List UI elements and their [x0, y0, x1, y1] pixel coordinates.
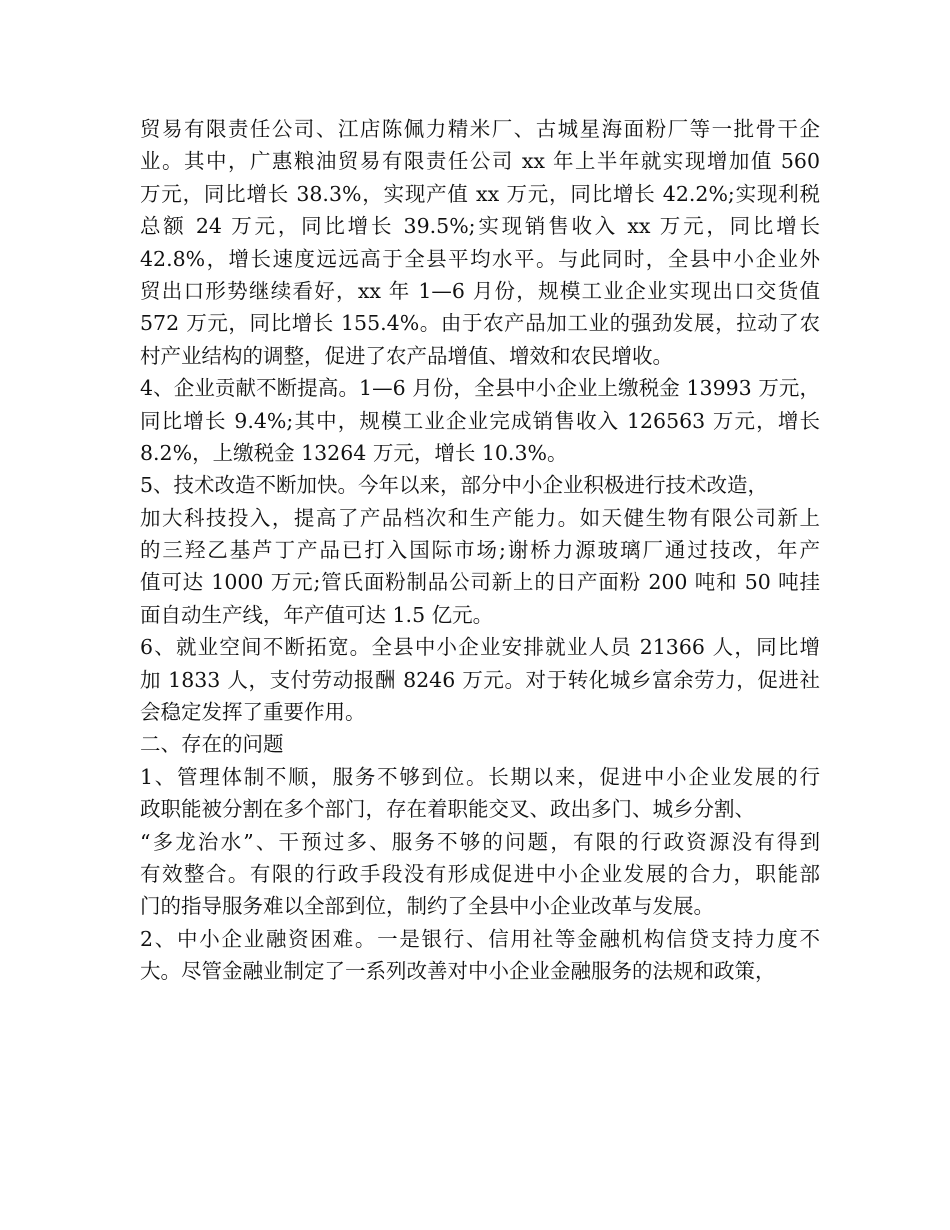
text-line: 5、技术改造不断加快。今年以来，部分中小企业积极进行技术改造， — [140, 473, 769, 498]
text-line: 大。尽管金融业制定了一系列改善对中小企业金融服务的法规和政策， — [140, 959, 776, 984]
text-line: 万元，同比增长 38.3%，实现产值 xx 万元，同比增长 42.2%;实现利税 — [140, 181, 820, 206]
text-line: 村产业结构的调整，促进了农产品增值、增效和农民增收。 — [140, 343, 673, 368]
text-line: 加 1833 人，支付劳动报酬 8246 万元。对于转化城乡富余劳力，促进社 — [140, 667, 820, 692]
text-line: 门的指导服务难以全部到位，制约了全县中小企业改革与发展。 — [140, 894, 714, 919]
text-line: 加大科技投入，提高了产品档次和生产能力。如天健生物有限公司新上 — [140, 505, 820, 530]
text-line: “多龙治水”、干预过多、服务不够的问题，有限的行政资源没有得到 — [140, 829, 820, 854]
text-line: 的三羟乙基芦丁产品已打入国际市场;谢桥力源玻璃厂通过技改，年产 — [140, 538, 820, 563]
text-line: 政职能被分割在多个部门，存在着职能交叉、政出多门、城乡分割、 — [140, 797, 755, 822]
text-line: 面自动生产线，年产值可达 1.5 亿元。 — [140, 602, 494, 627]
text-line: 2、中小企业融资困难。一是银行、信用社等金融机构信贷支持力度不 — [140, 926, 820, 951]
text-line: 总额 24 万元，同比增长 39.5%;实现销售收入 xx 万元，同比增长 — [140, 214, 820, 239]
text-line: 有效整合。有限的行政手段没有形成促进中小企业发展的合力，职能部 — [140, 861, 820, 886]
text-line: 572 万元，同比增长 155.4%。由于农产品加工业的强劲发展，拉动了农 — [140, 311, 820, 336]
text-line: 6、就业空间不断拓宽。全县中小企业安排就业人员 21366 人，同比增 — [140, 635, 820, 660]
section-heading: 二、存在的问题 — [140, 732, 284, 757]
text-line: 42.8%，增长速度远远高于全县平均水平。与此同时，全县中小企业外 — [140, 246, 820, 271]
text-line: 1、管理体制不顺，服务不够到位。长期以来，促进中小企业发展的行 — [140, 764, 820, 789]
text-line: 4、企业贡献不断提高。1—6 月份，全县中小企业上缴税金 13993 万元， — [140, 376, 820, 401]
text-line: 值可达 1000 万元;管氏面粉制品公司新上的日产面粉 200 吨和 50 吨挂 — [140, 570, 820, 595]
text-line: 业。其中，广惠粮油贸易有限责任公司 xx 年上半年就实现增加值 560 — [140, 149, 820, 174]
text-line: 贸出口形势继续看好，xx 年 1—6 月份，规模工业企业实现出口交货值 — [140, 278, 820, 303]
text-line: 同比增长 9.4%;其中，规模工业企业完成销售收入 126563 万元，增长 — [140, 408, 820, 433]
text-line: 8.2%，上缴税金 13264 万元，增长 10.3%。 — [140, 440, 568, 465]
text-line: 会稳定发挥了重要作用。 — [140, 700, 366, 725]
text-line: 贸易有限责任公司、江店陈佩力精米厂、古城星海面粉厂等一批骨干企 — [140, 117, 820, 141]
document-body — [140, 113, 820, 988]
